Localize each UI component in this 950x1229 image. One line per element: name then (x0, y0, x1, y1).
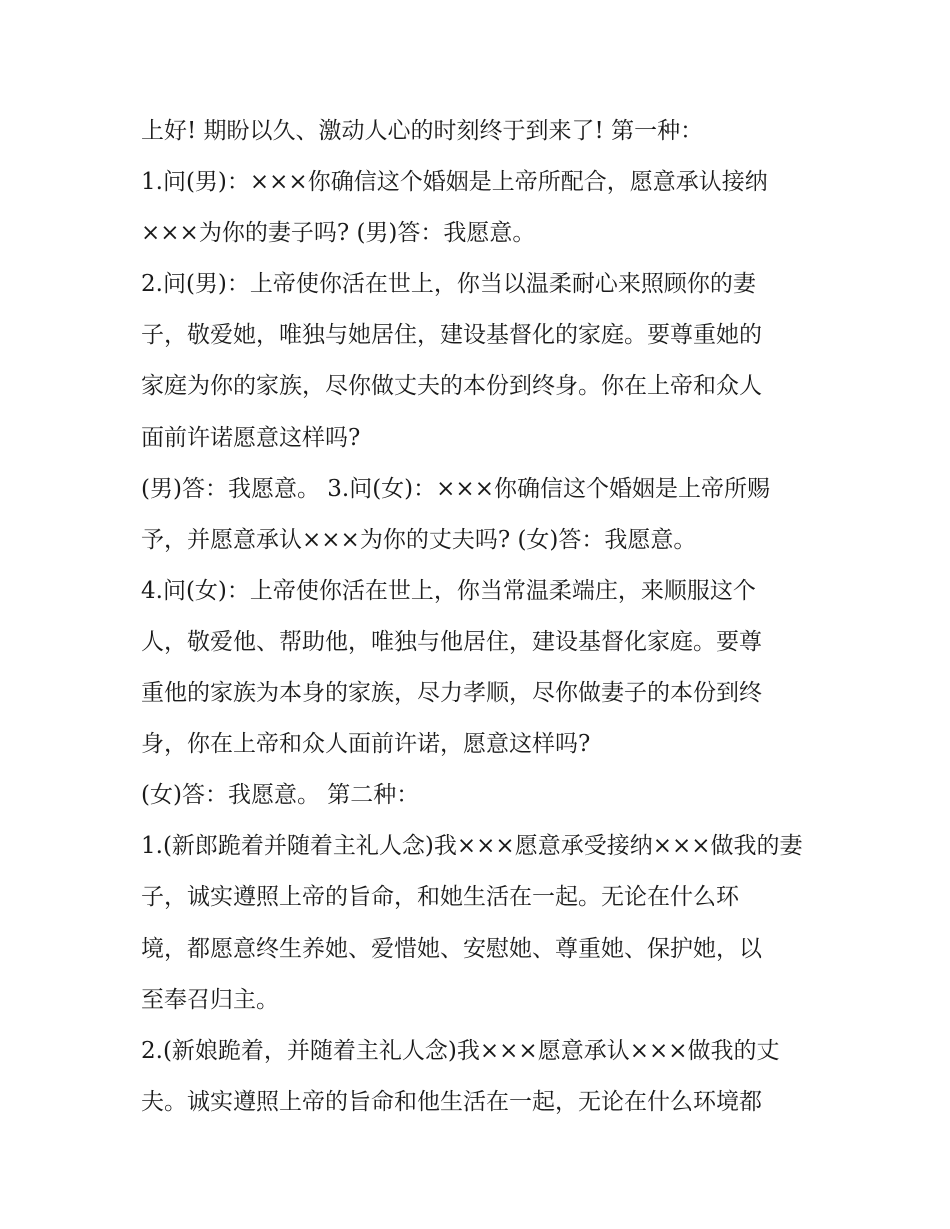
text-line: 予，并愿意承认×××为你的丈夫吗? (女)答：我愿意。 (141, 526, 697, 553)
text-line: 境，都愿意终生养她、爱惜她、安慰她、尊重她、保护她，以 (141, 935, 762, 962)
text-line: (男)答：我愿意。 3.问(女)：×××你确信这个婚姻是上帝所赐 (141, 475, 770, 502)
document-body (141, 106, 821, 1128)
text-line: 2.(新娘跪着，并随着主礼人念)我×××愿意承认×××做我的丈 (141, 1037, 780, 1064)
text-line: 家庭为你的家族，尽你做丈夫的本份到终身。你在上帝和众人 (141, 373, 762, 400)
text-line: 夫。诚实遵照上帝的旨命和他生活在一起，无论在什么环境都 (141, 1088, 762, 1115)
text-line: 身，你在上帝和众人面前许诺，愿意这样吗? (141, 731, 591, 758)
text-line: 1.问(男)：×××你确信这个婚姻是上帝所配合，愿意承认接纳 (141, 169, 768, 196)
text-line: 4.问(女)：上帝使你活在世上，你当常温柔端庄，来顺服这个 (141, 577, 756, 604)
text-line: 2.问(男)：上帝使你活在世上，你当以温柔耐心来照顾你的妻 (141, 271, 756, 298)
text-line: (女)答：我愿意。 第二种： (141, 782, 420, 809)
text-line: 面前许诺愿意这样吗? (141, 424, 361, 451)
text-line: 至奉召归主。 (141, 986, 279, 1013)
text-line: 子，诚实遵照上帝的旨命，和她生活在一起。无论在什么环 (141, 884, 739, 911)
text-line: 1.(新郎跪着并随着主礼人念)我×××愿意承受接纳×××做我的妻 (141, 833, 803, 860)
text-line: 人，敬爱他、帮助他，唯独与他居住，建设基督化家庭。要尊 (141, 628, 762, 655)
text-line: 重他的家族为本身的家族，尽力孝顺，尽你做妻子的本份到终 (141, 680, 762, 707)
text-line: 子，敬爱她，唯独与她居住，建设基督化的家庭。要尊重她的 (141, 322, 762, 349)
text-line: 上好! 期盼以久、激动人心的时刻终于到来了! 第一种： (141, 118, 704, 144)
text-line: ×××为你的妻子吗? (男)答：我愿意。 (141, 220, 536, 247)
